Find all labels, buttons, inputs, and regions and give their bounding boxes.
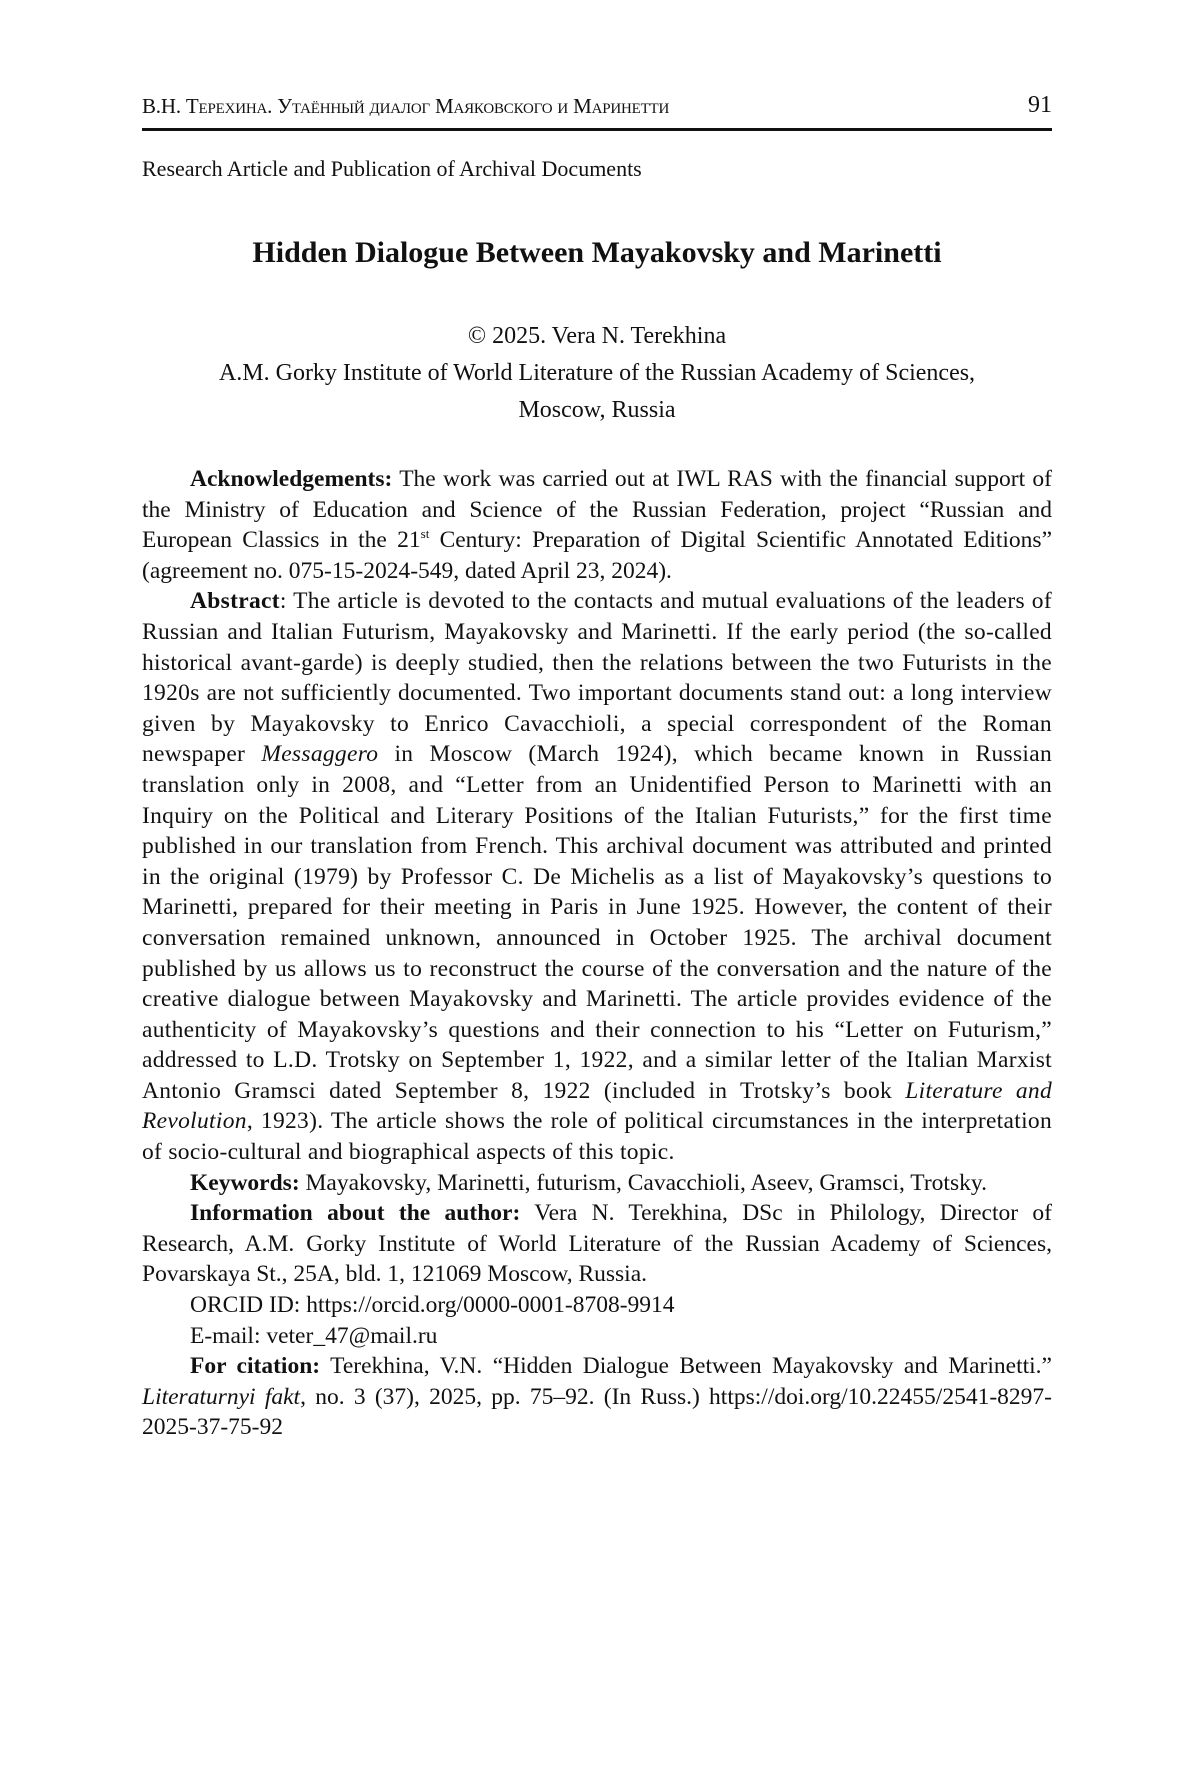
acknowledgements-label: Acknowledgements: [190,466,393,492]
author-info-paragraph [142,1198,1052,1290]
keywords-paragraph [142,1168,1052,1199]
running-title: В.Н. Терехина. Утаённый диалог Маяковского и Маринетти [142,94,670,118]
abstract-label: Abstract [190,588,280,615]
affiliation-line-1: A.M. Gorky Institute of World Literature of the Russian Academy of Sciences, [218,360,976,386]
author-info-text: Vera N. Terekhina, DSc in Philology, Director of Research, A.M. Gorky Institute of World Literature of the Russian Academy of Sciences, Povarskaya St., 25A, bld. 1, 121069 Moscow, Russia. [142,1200,1052,1288]
citation-journal: Literaturnyi fakt [142,1383,301,1410]
abstract-text-3: , 1923). The article shows the role of political circumstances in the interpretation of socio-cultural and biographical aspects of this topic. [142,1108,1052,1166]
acknowledgements-text-2: Century: Preparation of Digital Scientific Annotated Editions” (agreement no. 075-15-2024-549, dated April 23, 2024). [142,527,1052,584]
acknowledgements-paragraph [142,464,1052,586]
citation-text: Terekhina, V.N. “Hidden Dialogue Between Mayakovsky and Marinetti.” [320,1353,1052,1380]
email-line: E-mail: veter_47@mail.ru [190,1322,438,1349]
abstract-text: : The article is devoted to the contacts and mutual evaluations of the leaders of Russian and Italian Futurism, Mayakovsky and Marinetti. If the early period (the so-called historical avant-garde) is deeply studied, then the relations between the two Futurists in the 1920s are not sufficiently documented. Two important documents stand out: a long interview given by Mayakovsky to Enrico Cavacchioli, a special correspondent of the Roman newspaper [142,588,1052,768]
article-type: Research Article and Publication of Archival Documents [142,156,642,181]
abstract-paragraph [142,586,1052,1167]
keywords-label: Keywords: [190,1169,300,1196]
page-number: 91 [1028,92,1052,118]
superscript: st [420,526,430,542]
article-body [142,464,1052,1443]
abstract-italic-2: Literature and Revolution [142,1077,1052,1135]
author-line: © 2025. Vera N. Terekhina [467,323,727,349]
article-title: Hidden Dialogue Between Mayakovsky and Marinetti [252,236,942,269]
keywords-text: Mayakovsky, Marinetti, futurism, Cavacchioli, Aseev, Gramsci, Trotsky. [299,1169,987,1196]
abstract-text-2: in Moscow (March 1924), which became known in Russian translation only in 2008, and “Letter from an Unidentified Person to Marinetti with an Inquiry on the Political and Literary Positions of the Italian Futurists,” for the first time published in our translation from French. This archival document was attributed and printed in the original (1979) by Professor C. De Michelis as a list of Mayakovsky’s questions to Marinetti, prepared for their meeting in Paris in June 1925. However, the content of their conversation remained unknown, announced in October 1925. The archival document published by us allows us to reconstruct the course of the conversation and the nature of the creative dialogue between Mayakovsky and Marinetti. The article provides evidence of the authenticity of Mayakovsky’s questions and their connection to his “Letter on Futurism,” addressed to L.D. Trotsky on September 1, 1922, and a similar letter of the Italian Marxist Antonio Gramsci dated September 8, 1922 (included in Trotsky’s book [142,741,1053,1104]
orcid-line: ORCID ID: https://orcid.org/0000-0001-8708-9914 [190,1292,675,1319]
citation-text-2: , no. 3 (37), 2025, pp. 75–92. (In Russ.) https://doi.org/10.22455/2541-8297-2025-37-75-92 [142,1383,1052,1441]
acknowledgements-text: The work was carried out at IWL RAS with the financial support of the Ministry of Education and Science of the Russian Federation, project “Russian and European Classics in the 21 [142,466,1052,554]
citation-paragraph [142,1351,1052,1443]
abstract-italic: Messaggero [261,741,379,768]
citation-label: For citation: [190,1353,321,1380]
author-info-label: Information about the author: [190,1200,521,1227]
affiliation-line-2: Moscow, Russia [518,397,676,423]
running-header [142,88,1052,131]
